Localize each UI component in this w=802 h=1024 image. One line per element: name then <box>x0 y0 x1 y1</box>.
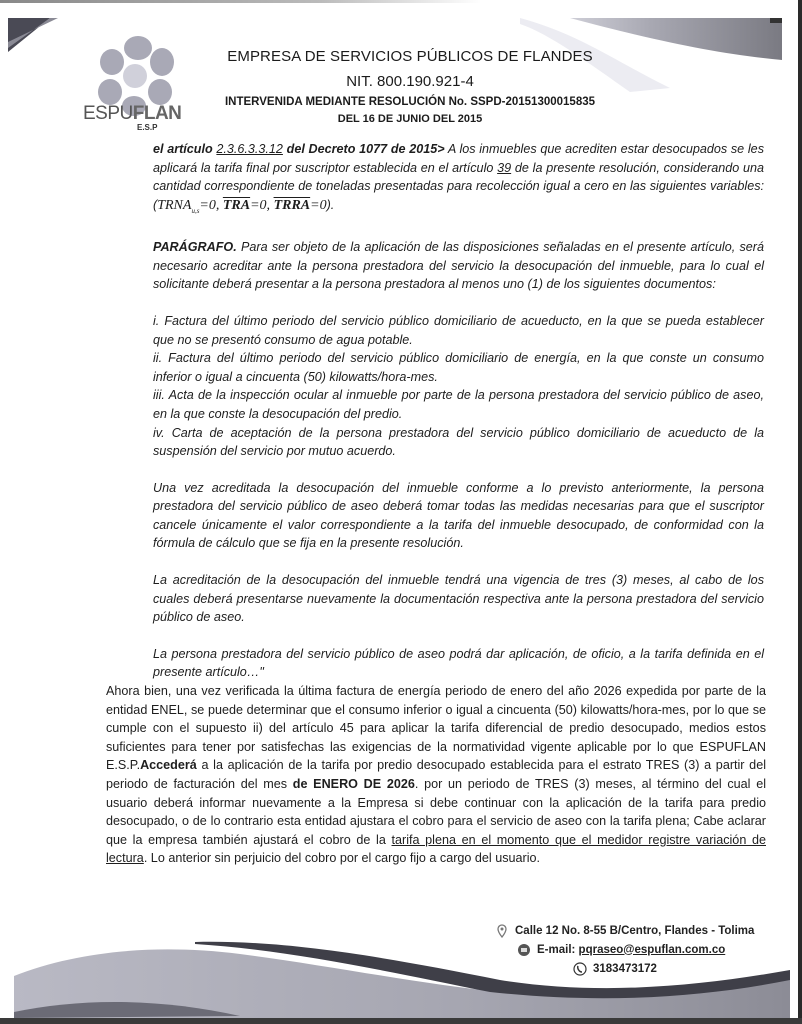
article-reference-link: 2.3.6.3.3.12 <box>216 142 283 156</box>
footer-wave-decoration <box>0 940 802 1020</box>
scan-edge-bottom <box>0 1018 802 1024</box>
quote-paragraph-4: La acreditación de la desocupación del inmueble tendrá una vigencia de tres (3) meses, al cabo de los cuales deberá presentarse nuevamente la documentación respectiva ante la persona prestadora del servicio público de aseo. <box>153 573 764 625</box>
list-item: iii. Acta de la inspección ocular al inmueble por parte de la persona prestadora del servicio público de aseo, en la que conste la desocupación del predio. <box>153 388 764 421</box>
logo-suffix: E.S.P <box>137 123 158 132</box>
quote-paragraph-paragrafo: PARÁGRAFO. Para ser objeto de la aplicación de las disposiciones señaladas en el presente artículo, será necesario acreditar ante la persona prestadora del servicio la desocupación del inmueble, para lo cual el solicitante deberá presentar a la persona prestadora al menos uno (1) de los siguientes documentos: <box>153 240 764 292</box>
list-item: i. Factura del último periodo del servicio público domiciliario de acueducto, en la que se pueda establecer que no se presentó consumo de agua potable. <box>153 313 764 347</box>
quote-paragraph-5: La persona prestadora del servicio público de aseo podrá dar aplicación, de oficio, a la tarifa definida en el presente artículo…" <box>153 646 764 680</box>
decision-paragraph: Ahora bien, una vez verificada la última factura de energía periodo de enero del año 2026 expedida por parte de la entidad ENEL, se puede determinar que el consumo inferior o igual a cincuenta (50) kilowatts/hora-mes, por lo que se cumple con el supuesto ii) del artículo 45 para aplicar la tarifa diferencial de predio desocupado, medios estos suficientes para tener por satisfechas las exigencias de la normatividad vigente aplicable por lo que ESPUFLAN E.S.P.Accederá a la aplicación de la tarifa por predio desocupado establecida para el estrato TRES (3) a partir del periodo de facturación del mes de ENERO DE 2026. por un periodo de TRES (3) meses, al término del cual el usuario deberá informar nuevamente a la Empresa si debe continuar con la aplicación de la tarifa para predio desocupado, o de lo contrario esta entidad ajustara el cobro para el servicio de aseo con la tarifa plena; Cabe aclarar que la empresa también ajustará el cobro de la tarifa plena en el momento que el medidor registre variación de lectura. Lo anterior sin perjuicio del cobro por el cargo fijo a cargo del usuario. <box>106 684 766 866</box>
quote-paragraph-1: el artículo 2.3.6.3.3.12 del Decreto 1077 de 2015> A los inmuebles que acrediten estar desocupados se les aplicará la tarifa final por suscriptor establecida en el artículo 39 de la presente resolución, considerando una cantidad correspondiente de toneladas presentadas para recolección igual a cero en las siguientes variables: ($TRNA_{u,s}=0$, $\overline{TRA}=0$, TRRA=0). <box>153 142 764 215</box>
quoted-article <box>153 140 764 682</box>
letterhead <box>200 46 620 125</box>
scan-edge-right <box>798 0 802 1024</box>
article-39-reference: 39 <box>497 160 512 175</box>
intervention-resolution: INTERVENIDA MEDIANTE RESOLUCIÓN No. SSPD-20151300015835 <box>224 96 596 108</box>
logo-wordmark: ESPUFLAN <box>83 103 182 124</box>
required-documents-list <box>153 312 764 461</box>
underlined-clause: tarifa plena en el momento que el medidor registre variación de lectura <box>106 832 766 866</box>
list-item: iv. Carta de aceptación de la persona prestadora del servicio público domiciliario de acueducto de la suspensión del servicio por mutuo acuerdo. <box>153 425 764 459</box>
company-nit: NIT. 800.190.921-4 <box>346 73 474 90</box>
company-name: EMPRESA DE SERVICIOS PÚBLICOS DE FLANDES <box>227 48 593 65</box>
quote-paragraph-3: Una vez acreditada la desocupación del inmueble conforme a lo previsto anteriormente, la persona prestadora del servicio público de aseo deberá tomar todas las medidas necesarias para que el suscriptor cancele únicamente el valor correspondiente a la tarifa del inmueble desocupado, de conformidad con la fórmula de cálculo que se fija en la presente resolución. <box>153 480 764 551</box>
email-link[interactable]: pqraseo@espuflan.com.co <box>578 943 726 956</box>
scan-top-edge <box>0 0 802 3</box>
footer-address: Calle 12 No. 8-55 B/Centro, Flandes - Tolima <box>495 921 754 940</box>
resolution-date: DEL 16 DE JUNIO DEL 2015 <box>337 113 483 125</box>
footer-phone: 3183473172 <box>573 959 754 978</box>
tariff-formula: $TRNA_{u,s}=0$, $\overline{TRA}=0$, TRRA=0 <box>157 197 327 215</box>
list-item: ii. Factura del último periodo del servicio público domiciliario de energía, en la que conste un consumo inferior o igual a cincuenta (50) kilowatts/hora-mes. <box>153 351 764 384</box>
location-pin-icon <box>495 924 509 938</box>
header-corner-decoration <box>0 14 60 54</box>
footer-email: E-mail: pqraseo@espuflan.com.co <box>517 940 754 959</box>
